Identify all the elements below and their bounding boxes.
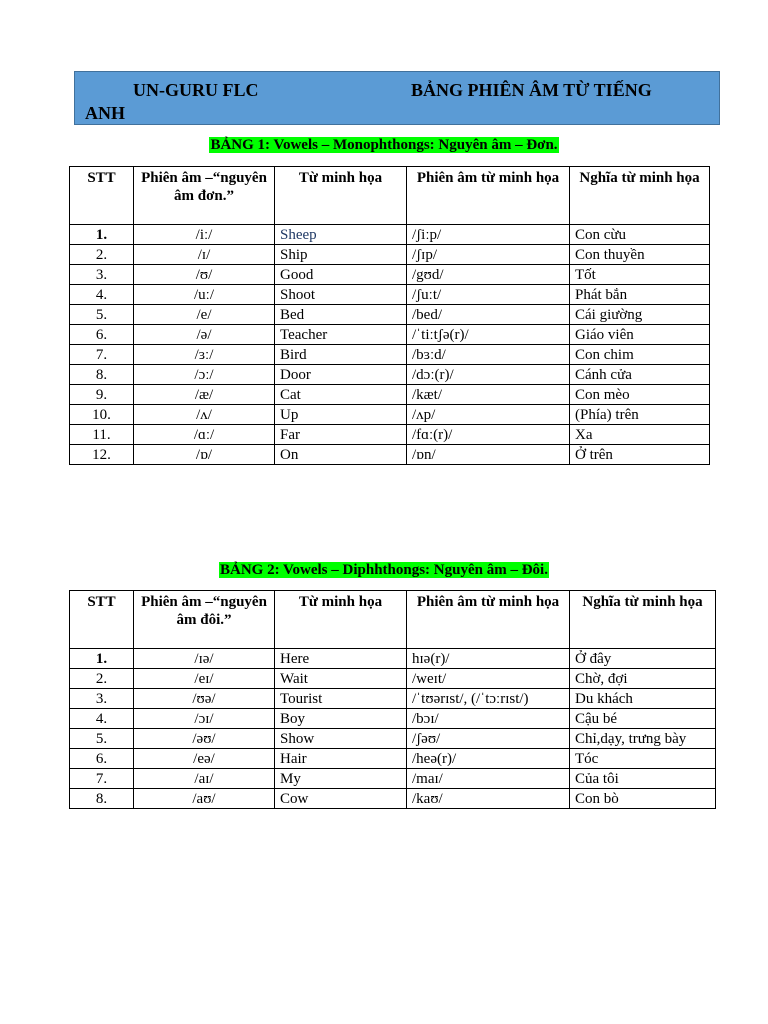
phoneme-cell: /eɪ/ xyxy=(134,669,275,689)
phoneme-cell: /ɔɪ/ xyxy=(134,709,275,729)
example-word-cell: Teacher xyxy=(275,325,407,345)
row-number-cell: 4. xyxy=(70,709,134,729)
table1-title xyxy=(0,136,768,154)
meaning-cell: Con thuyền xyxy=(570,245,710,265)
row-number-cell: 8. xyxy=(70,365,134,385)
example-ipa-cell: /dɔː(r)/ xyxy=(407,365,570,385)
phoneme-cell: /ɒ/ xyxy=(134,445,275,465)
phoneme-cell: /iː/ xyxy=(134,225,275,245)
example-ipa-cell: /ˈtiːtʃə(r)/ xyxy=(407,325,570,345)
phoneme-cell: /æ/ xyxy=(134,385,275,405)
row-number-cell: 9. xyxy=(70,385,134,405)
example-word-cell: On xyxy=(275,445,407,465)
document-title-continued: ANH xyxy=(85,103,125,123)
example-word-cell: Cat xyxy=(275,385,407,405)
phoneme-cell: /ɪə/ xyxy=(134,649,275,669)
table-row xyxy=(70,669,716,689)
meaning-cell: Giáo viên xyxy=(570,325,710,345)
meaning-cell: Chỉ,dạy, trưng bày xyxy=(570,729,716,749)
table-row xyxy=(70,385,710,405)
phoneme-cell: /ə/ xyxy=(134,325,275,345)
table2-title xyxy=(0,561,768,579)
meaning-cell: Con bò xyxy=(570,789,716,809)
phoneme-cell: /ɑː/ xyxy=(134,425,275,445)
meaning-cell: Cánh cửa xyxy=(570,365,710,385)
phoneme-cell: /aɪ/ xyxy=(134,769,275,789)
column-header-meaning: Nghĩa từ minh họa xyxy=(570,167,710,225)
example-word-cell: Sheep xyxy=(275,225,407,245)
table-row xyxy=(70,749,716,769)
meaning-cell: Tóc xyxy=(570,749,716,769)
example-ipa-cell: /ʃɪp/ xyxy=(407,245,570,265)
example-ipa-cell: /bɔɪ/ xyxy=(407,709,570,729)
example-word-cell: Far xyxy=(275,425,407,445)
row-number-cell: 1. xyxy=(70,225,134,245)
example-ipa-cell: /maɪ/ xyxy=(407,769,570,789)
document-title: BẢNG PHIÊN ÂM TỪ TIẾNG xyxy=(411,80,652,100)
row-number-cell: 12. xyxy=(70,445,134,465)
example-word-cell: Cow xyxy=(275,789,407,809)
phoneme-cell: /ɜː/ xyxy=(134,345,275,365)
organization-name: UN-GURU FLC xyxy=(133,80,259,100)
column-header-stt: STT xyxy=(70,167,134,225)
meaning-cell: Con cừu xyxy=(570,225,710,245)
example-word-cell: My xyxy=(275,769,407,789)
example-ipa-cell: /kaʊ/ xyxy=(407,789,570,809)
row-number-cell: 5. xyxy=(70,305,134,325)
row-number-cell: 2. xyxy=(70,245,134,265)
row-number-cell: 4. xyxy=(70,285,134,305)
column-header-example-ipa: Phiên âm từ minh họa xyxy=(407,591,570,649)
table-header-row xyxy=(70,167,710,225)
meaning-cell: Ở đây xyxy=(570,649,716,669)
example-word-cell: Shoot xyxy=(275,285,407,305)
example-ipa-cell: /bɜːd/ xyxy=(407,345,570,365)
table-row xyxy=(70,709,716,729)
phoneme-cell: /əʊ/ xyxy=(134,729,275,749)
document-header xyxy=(74,71,720,125)
example-ipa-cell: /kæt/ xyxy=(407,385,570,405)
example-word-cell: Hair xyxy=(275,749,407,769)
table-row xyxy=(70,345,710,365)
meaning-cell: Phát bắn xyxy=(570,285,710,305)
table-row xyxy=(70,445,710,465)
diphthongs-table xyxy=(69,590,716,809)
example-word-cell: Up xyxy=(275,405,407,425)
column-header-example-word: Từ minh họa xyxy=(275,591,407,649)
example-ipa-cell: /gʊd/ xyxy=(407,265,570,285)
table-row xyxy=(70,265,710,285)
row-number-cell: 8. xyxy=(70,789,134,809)
meaning-cell: Con chim xyxy=(570,345,710,365)
meaning-cell: Tốt xyxy=(570,265,710,285)
example-ipa-cell: /ʃiːp/ xyxy=(407,225,570,245)
example-ipa-cell: /ˈtʊərɪst/, (/ˈtɔːrɪst/) xyxy=(407,689,570,709)
example-word-cell: Door xyxy=(275,365,407,385)
phoneme-cell: /ʌ/ xyxy=(134,405,275,425)
row-number-cell: 3. xyxy=(70,265,134,285)
phoneme-cell: /ɪ/ xyxy=(134,245,275,265)
example-word-cell: Good xyxy=(275,265,407,285)
example-ipa-cell: /heə(r)/ xyxy=(407,749,570,769)
example-ipa-cell: /ʃuːt/ xyxy=(407,285,570,305)
row-number-cell: 2. xyxy=(70,669,134,689)
table-header-row xyxy=(70,591,716,649)
phoneme-cell: /eə/ xyxy=(134,749,275,769)
row-number-cell: 3. xyxy=(70,689,134,709)
row-number-cell: 6. xyxy=(70,749,134,769)
table2-title-highlight: BẢNG 2: Vowels – Diphhthongs: Nguyên âm – Đôi. xyxy=(220,562,548,578)
table-row xyxy=(70,425,710,445)
example-word-cell: Bird xyxy=(275,345,407,365)
meaning-cell: Ở trên xyxy=(570,445,710,465)
table-row xyxy=(70,729,716,749)
row-number-cell: 7. xyxy=(70,345,134,365)
table-row xyxy=(70,405,710,425)
column-header-stt: STT xyxy=(70,591,134,649)
meaning-cell: Chờ, đợi xyxy=(570,669,716,689)
table-row xyxy=(70,365,710,385)
table-row xyxy=(70,789,716,809)
column-header-example-word: Từ minh họa xyxy=(275,167,407,225)
table1-title-highlight: BẢNG 1: Vowels – Monophthongs: Nguyên âm – Đơn. xyxy=(210,137,558,153)
table-row xyxy=(70,245,710,265)
example-ipa-cell: /weɪt/ xyxy=(407,669,570,689)
row-number-cell: 6. xyxy=(70,325,134,345)
example-ipa-cell: /ɒn/ xyxy=(407,445,570,465)
meaning-cell: Của tôi xyxy=(570,769,716,789)
table-row xyxy=(70,225,710,245)
example-ipa-cell: hɪə(r)/ xyxy=(407,649,570,669)
example-word-cell: Tourist xyxy=(275,689,407,709)
table-row xyxy=(70,649,716,669)
example-ipa-cell: /ʌp/ xyxy=(407,405,570,425)
phoneme-cell: /uː/ xyxy=(134,285,275,305)
phoneme-cell: /aʊ/ xyxy=(134,789,275,809)
example-ipa-cell: /fɑː(r)/ xyxy=(407,425,570,445)
row-number-cell: 1. xyxy=(70,649,134,669)
example-word-cell: Wait xyxy=(275,669,407,689)
table-row xyxy=(70,305,710,325)
meaning-cell: Du khách xyxy=(570,689,716,709)
table-row xyxy=(70,285,710,305)
meaning-cell: Con mèo xyxy=(570,385,710,405)
table-row xyxy=(70,689,716,709)
row-number-cell: 7. xyxy=(70,769,134,789)
meaning-cell: Xa xyxy=(570,425,710,445)
phoneme-cell: /ɔː/ xyxy=(134,365,275,385)
phoneme-cell: /ʊə/ xyxy=(134,689,275,709)
monophthongs-table xyxy=(69,166,710,465)
example-word-cell: Show xyxy=(275,729,407,749)
example-ipa-cell: /bed/ xyxy=(407,305,570,325)
example-word-cell: Ship xyxy=(275,245,407,265)
phoneme-cell: /e/ xyxy=(134,305,275,325)
row-number-cell: 11. xyxy=(70,425,134,445)
column-header-phoneme: Phiên âm –“nguyên âm đôi.” xyxy=(134,591,275,649)
column-header-meaning: Nghĩa từ minh họa xyxy=(570,591,716,649)
example-word-cell: Bed xyxy=(275,305,407,325)
phoneme-cell: /ʊ/ xyxy=(134,265,275,285)
example-word-cell: Boy xyxy=(275,709,407,729)
meaning-cell: (Phía) trên xyxy=(570,405,710,425)
row-number-cell: 5. xyxy=(70,729,134,749)
table2-body xyxy=(70,649,716,809)
table1-body xyxy=(70,225,710,465)
example-word-cell: Here xyxy=(275,649,407,669)
table-row xyxy=(70,325,710,345)
table-row xyxy=(70,769,716,789)
example-ipa-cell: /ʃəʊ/ xyxy=(407,729,570,749)
row-number-cell: 10. xyxy=(70,405,134,425)
meaning-cell: Cậu bé xyxy=(570,709,716,729)
column-header-example-ipa: Phiên âm từ minh họa xyxy=(407,167,570,225)
column-header-phoneme: Phiên âm –“nguyên âm đơn.” xyxy=(134,167,275,225)
meaning-cell: Cái giường xyxy=(570,305,710,325)
